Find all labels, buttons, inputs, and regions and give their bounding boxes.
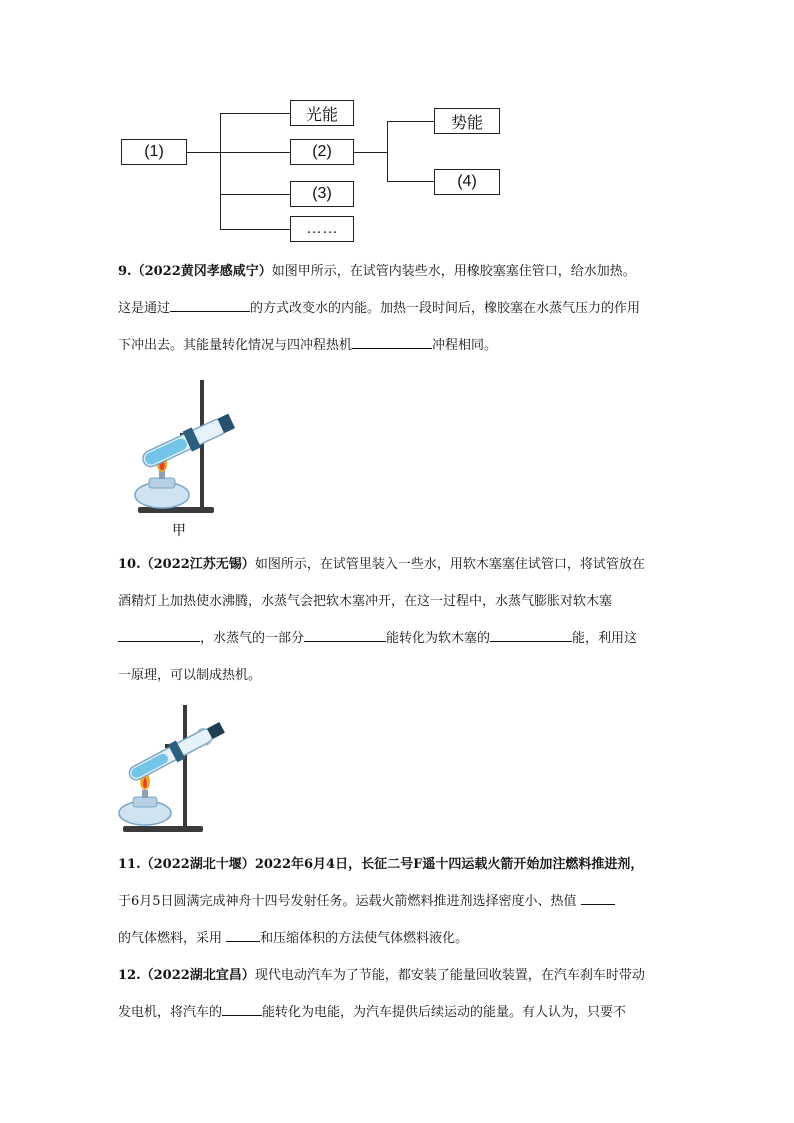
diagram-box-4: (4) [434,169,500,195]
answer-blank[interactable] [304,627,386,642]
diagram-box-potential-energy: 势能 [434,108,500,134]
apparatus-figure-jia [120,375,240,539]
answer-blank[interactable] [352,334,432,349]
question-text: 现代电动汽车为了节能，都安装了能量回收装置，在汽车刹车时带动 [254,968,645,983]
question-10: 10.（2022江苏无锡）如图所示，在试管里装入一些水，用软木塞塞住试管口，将试管放在 酒精灯上加热使水沸腾，水蒸气会把软木塞冲开，在这一过程中，水蒸气膨胀对软木塞 ，水蒸气的一部分 能转化为软木塞的 能，利用这 一原理，可以制成热机。 [118,557,645,683]
question-9: 9.（2022黄冈孝感咸宁）如图甲所示，在试管内装些水，用橡胶塞塞住管口，给水加热。 这是通过 的方式改变水的内能。加热一段时间后，橡胶塞在水蒸气压力的作用 下冲出去。其能量转化情况与四冲程热机 冲程相同。 [118,264,641,353]
question-12: 12.（2022湖北宜昌）现代电动汽车为了节能，都安装了能量回收装置，在汽车刹车时带动 发电机，将汽车的 能转化为电能，为汽车提供后续运动的能量。有人认为，只要不 [118,968,645,1020]
question-text: 2022年6月4日，长征二号F遥十四运载火箭开始加注燃料推进剂， [254,857,644,872]
question-source: （2022湖北十堰） [140,857,255,872]
figure-label: 甲 [172,523,186,539]
question-number: 9. [118,264,132,279]
answer-blank[interactable] [490,627,572,642]
answer-blank[interactable] [226,927,260,942]
question-source: （2022江苏无锡） [140,557,255,572]
apparatus-figure-cork [115,700,245,835]
question-number: 12. [118,968,141,983]
diagram-box-2: (2) [290,139,354,165]
answer-blank[interactable] [170,297,250,312]
question-number: 11. [118,857,141,872]
question-number: 10. [118,557,141,572]
question-11: 11.（2022湖北十堰）2022年6月4日，长征二号F遥十四运载火箭开始加注燃料推进剂， 于6月5日圆满完成神舟十四号发射任务。运载火箭燃料推进剂选择密度小、热值 的气体燃料，采用 和压缩体积的方法使气体燃料液化。 [118,857,644,946]
question-text: 如图所示，在试管里装入一些水，用软木塞塞住试管口，将试管放在 [254,557,645,572]
diagram-box-ellipsis: …… [290,216,354,242]
diagram-box-light-energy: 光能 [290,100,354,126]
question-source: （2022湖北宜昌） [140,968,255,983]
question-source: （2022黄冈孝感咸宁） [131,264,272,279]
diagram-box-3: (3) [290,181,354,207]
question-text: 如图甲所示，在试管内装些水，用橡胶塞塞住管口，给水加热。 [271,264,636,279]
diagram-box-root: (1) [121,139,187,165]
answer-blank[interactable] [581,890,615,905]
answer-blank[interactable] [118,627,200,642]
answer-blank[interactable] [222,1001,262,1016]
